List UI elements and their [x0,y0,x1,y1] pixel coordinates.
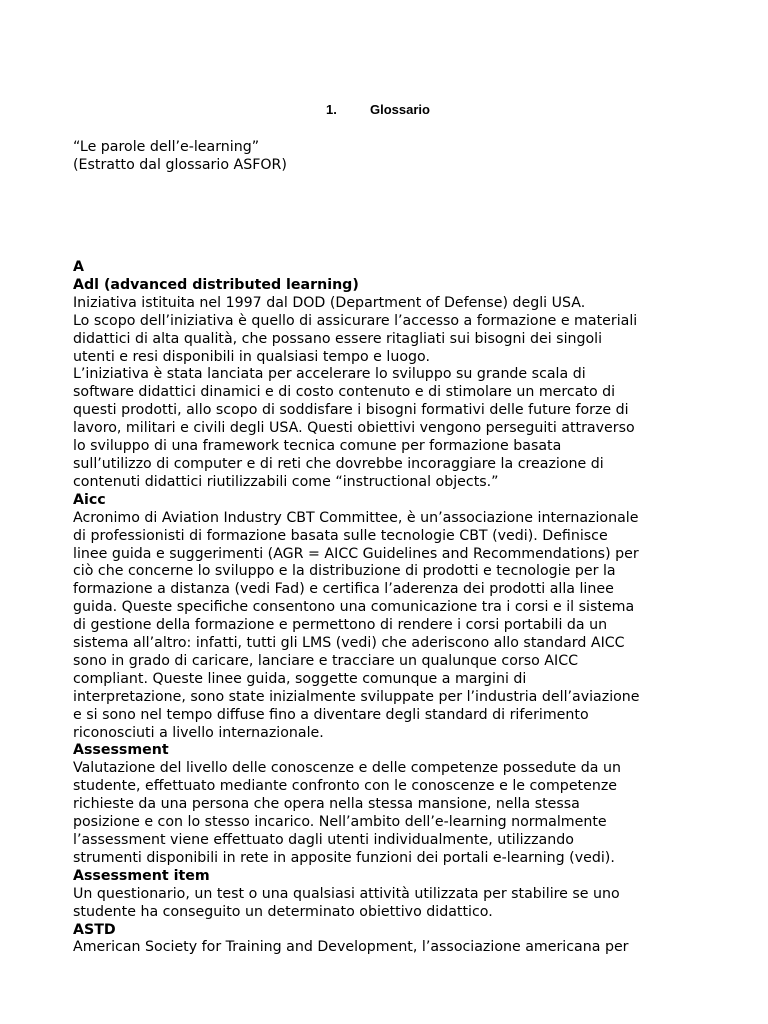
definition-line: lo sviluppo di una framework tecnica comune per formazione basata [73,438,562,455]
definition-line: lavoro, militari e civili degli USA. Questi obiettivi vengono perseguiti attraverso [73,420,635,437]
intro-block [73,138,287,174]
definition-line: L’iniziativa è stata lanciata per accelerare lo sviluppo su grande scala di [73,366,586,383]
definition-line: utenti e resi disponibili in qualsiasi tempo e luogo. [73,348,430,365]
definition-line: studente ha conseguito un determinato obiettivo didattico. [73,903,493,920]
section-title: Glossario [370,102,430,117]
definition-line: studente, effettuato mediante confronto con le conoscenze e le competenze [73,778,618,795]
glossary-body [73,259,713,957]
definition-line: interpretazione, sono state inizialmente sviluppate per l’industria dell’aviazione [73,688,640,705]
definition-line: compliant. Queste linee guida, soggette comunque a margini di [73,670,527,687]
definition-line: sono in grado di caricare, lanciare e tracciare un qualunque corso AICC [73,652,579,669]
glossary-term: Assessment item [73,867,210,884]
definition-line: Un questionario, un test o una qualsiasi attività utilizzata per stabilire se uno [73,885,620,902]
definition-line: American Society for Training and Development, l’associazione americana per [73,939,629,956]
definition-line: formazione a distanza (vedi Fad) e certifica l’aderenza dei prodotti alla linee [73,581,614,598]
definition-line: di professionisti di formazione basata sulle tecnologie CBT (vedi). Definisce [73,527,608,544]
definition-line: posizione e con lo stesso incarico. Nell’ambito dell’e-learning normalmente [73,814,607,831]
definition-line: Acronimo di Aviation Industry CBT Committee, è un’associazione internazionale [73,509,639,526]
definition-line: didattici di alta qualità, che possano essere ritagliati sui bisogni dei singoli [73,330,603,347]
glossary-term: Adl (advanced distributed learning) [73,276,359,293]
definition-line: guida. Queste specifiche consentono una comunicazione tra i corsi e il sistema [73,599,635,616]
definition-line: Iniziativa istituita nel 1997 dal DOD (Department of Defense) degli USA. [73,294,586,311]
definition-line: sull’utilizzo di computer e di reti che dovrebbe incoraggiare la creazione di [73,455,604,472]
glossary-term: Aicc [73,491,106,508]
section-letter: A [73,259,84,275]
definition-line: sistema all’altro: infatti, tutti gli LMS (vedi) che aderiscono allo standard AICC [73,635,625,652]
definition-line: e si sono nel tempo diffuse fino a diventare degli standard di riferimento [73,706,589,723]
definition-line: riconosciuti a livello internazionale. [73,724,324,741]
intro-line: (Estratto dal glossario ASFOR) [73,157,287,173]
definition-line: l’assessment viene effettuato dagli utenti individualmente, utilizzando [73,832,574,848]
section-number: 1. [326,102,337,117]
intro-line: “Le parole dell’e-learning” [73,139,260,155]
definition-line: contenuti didattici riutilizzabili come “instructional objects.” [73,473,499,490]
definition-line: software didattici dinamici e di costo contenuto e di stimolare un mercato di [73,384,616,401]
definition-line: richieste da una persona che opera nella stessa mansione, nella stessa [73,796,580,813]
section-heading [326,101,430,119]
glossary-term: Assessment [73,742,169,759]
definition-line: questi prodotti, allo scopo di soddisfare i bisogni formativi delle future forze di [73,402,629,419]
definition-line: ciò che concerne lo sviluppo e la distribuzione di prodotti e tecnologie per la [73,563,616,580]
definition-line: linee guida e suggerimenti (AGR = AICC Guidelines and Recommendations) per [73,545,639,562]
glossary-term: ASTD [73,921,116,938]
definition-line: Lo scopo dell’iniziativa è quello di assicurare l’accesso a formazione e materiali [73,312,638,329]
definition-line: strumenti disponibili in rete in apposite funzioni dei portali e-learning (vedi). [73,849,615,866]
definition-line: Valutazione del livello delle conoscenze e delle competenze possedute da un [73,760,621,777]
definition-line: di gestione della formazione e permettono di rendere i corsi portabili da un [73,617,608,634]
